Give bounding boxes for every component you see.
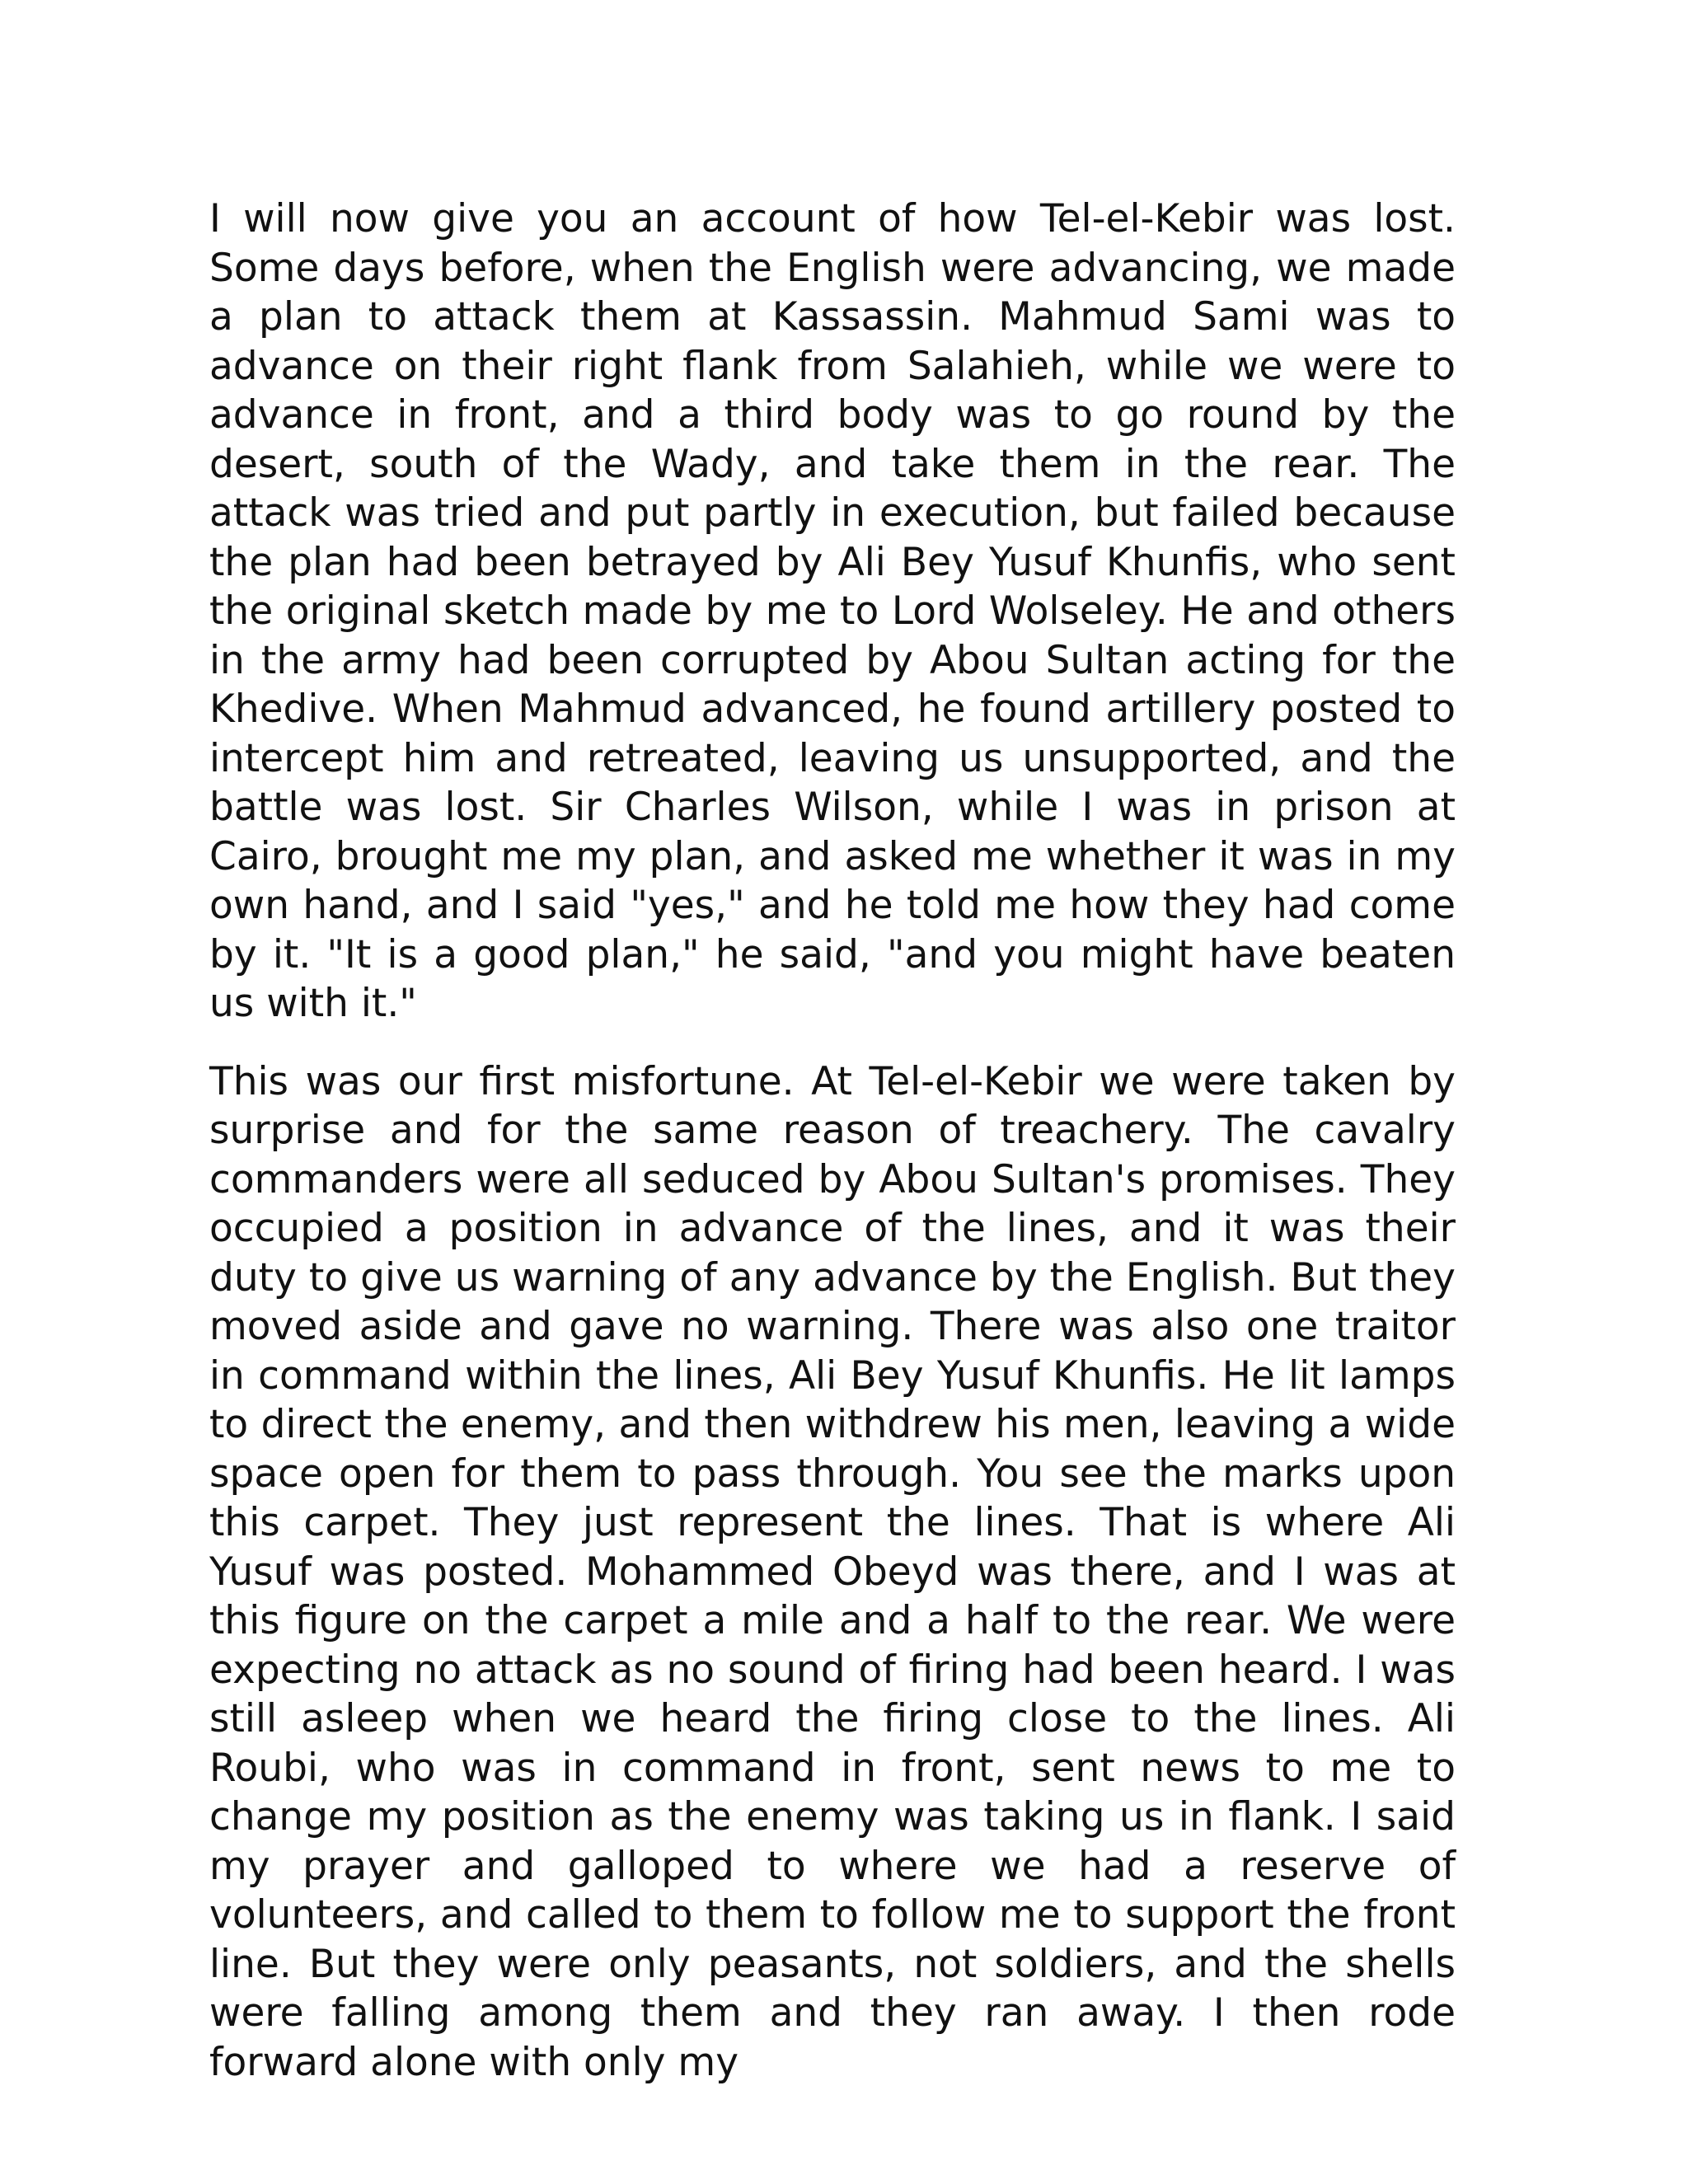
paragraph-1: I will now give you an account of how Tel-el-Kebir was lost. Some days before, when the English were advancing, we made a plan to attack them at Kassassin. Mahmud Sami was to advance on their right flank from Salahieh, while we were to advance in front, and a third body was to go round by the desert, south of the Wady, and take them in the rear. The attack was tried and put partly in execution, but failed because the plan had been betrayed by Ali Bey Yusuf Khunfis, who sent the original sketch made by me to Lord Wolseley. He and others in the army had been corrupted by Abou Sultan acting for the Khedive. When Mahmud advanced, he found artillery posted to intercept him and retreated, leaving us unsupported, and the battle was lost. Sir Charles Wilson, while I was in prison at Cairo, brought me my plan, and asked me whether it was in my own hand, and I said "yes," and he told me how they had come by it. "It is a good plan," he said, "and you might have beaten us with it." bbox=[209, 196, 1456, 1026]
paragraph-2: This was our first misfortune. At Tel-el-Kebir we were taken by surprise and for the same reason of treachery. The cavalry commanders were all seduced by Abou Sultan's promises. They occupied a position in advance of the lines, and it was their duty to give us warning of any advance by the English. But they moved aside and gave no warning. There was also one traitor in command within the lines, Ali Bey Yusuf Khunfis. He lit lamps to direct the enemy, and then withdrew his men, leaving a wide space open for them to pass through. You see the marks upon this carpet. They just represent the lines. That is where Ali Yusuf was posted. Mohammed Obeyd was there, and I was at this figure on the carpet a mile and a half to the rear. We were expecting no attack as no sound of firing had been heard. I was still asleep when we heard the firing close to the lines. Ali Roubi, who was in command in front, sent news to me to change my position as the enemy was taking us in flank. I said my prayer and galloped to where we had a reserve of volunteers, and called to them to follow me to support the front line. But they were only peasants, not soldiers, and the shells were falling among them and they ran away. I then rode forward alone with only my bbox=[209, 1058, 1456, 2085]
body-text bbox=[209, 194, 1456, 2087]
